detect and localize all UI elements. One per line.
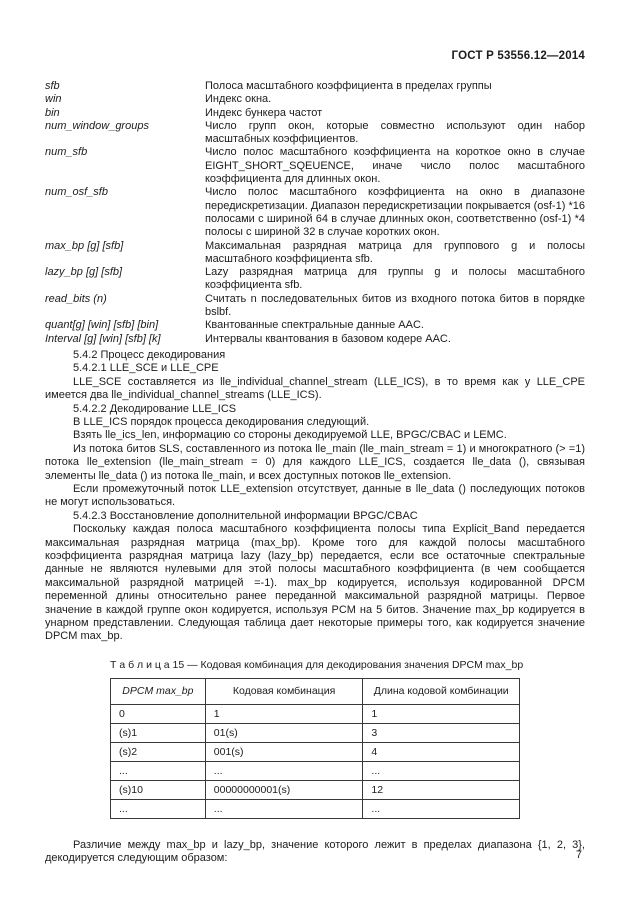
definition-term: Interval [g] [win] [sfb] [k] (45, 332, 161, 345)
definition-text: Индекс бункера частот (205, 106, 323, 119)
definition-row (45, 240, 585, 267)
definition-row (45, 333, 585, 346)
table-cell: 1 (205, 704, 363, 723)
table-row (111, 761, 520, 780)
paragraph: Поскольку каждая полоса масштабного коэффициента полосы типа Explicit_Band передается максимальная разрядная матрица (max_bp). Кроме того для каждой полосы масштабного коэффициента разрядная матрица lazy (lazy_bp) передается, если все остаточные спектральные данные не являются нулевыми для этой полосы масштабного коэффициента (в чем сообщается максимальной разрядной матрицей =-1). max_bp кодируется, используя кодированной DPCM переменной длины относительно ранее переданной максимальной разрядной матрицы. Первое значение в каждой группе окон кодируется, используя PCM на 5 битов. Значение max_bp кодируется в унарном представлении. Следующая таблица дает некоторые примеры того, как кодируется значение DPCM max_bp. (45, 523, 585, 643)
definition-row (45, 293, 585, 320)
definition-term: num_sfb (45, 146, 88, 159)
table-cell: 00000000001(s) (205, 780, 363, 799)
section-heading: 5.4.2 Процесс декодирования (73, 348, 226, 361)
table-cell: ... (363, 799, 520, 818)
table-cell: 01(s) (205, 723, 363, 742)
table-cell: ... (111, 799, 206, 818)
definition-term: sfb (45, 80, 60, 92)
table-header-row (111, 678, 520, 704)
table-row (111, 742, 520, 761)
table-cell: ... (111, 761, 206, 780)
definition-text: Интервалы квантования в базовом кодере AAC. (205, 332, 451, 345)
definition-text: Максимальная разрядная матрица для группового g и полосы масштабного коэффициента sfb. (205, 239, 585, 265)
table-cell: 12 (363, 780, 520, 799)
paragraph: Из потока битов SLS, составленного из потока lle_main (lle_main_stream = 1) и многократного (> =1) потока lle_extension (lle_main_stream = 0) для каждого LLE_ICS, создается lle_data (), связывая элементы lle_data () из потока lle_main, и всех доступных потоков lle_extension. (45, 442, 585, 482)
definition-text: Индекс окна. (205, 93, 272, 106)
definition-term: read_bits (n) (45, 292, 107, 305)
paragraph: LLE_SCE составляется из lle_individual_channel_stream (LLE_ICS), в то время как у LLE_CPE имеется два lle_individual_channel_streams (LLE_ICS). (45, 375, 585, 402)
definition-row (45, 80, 585, 93)
table-cell: 001(s) (205, 742, 363, 761)
table-cell: (s)1 (111, 723, 206, 742)
table-cell: ... (363, 761, 520, 780)
definition-text: Считать n последовательных битов из входного потока битов в порядке bslbf. (205, 292, 585, 319)
definition-row (45, 186, 585, 239)
definition-text: Полоса масштабного коэффициента в пределах группы (205, 80, 492, 92)
definition-text: Lazy разрядная матрица для группы g и полосы масштабного коэффициента sfb. (205, 266, 585, 292)
paragraph: Взять lle_ics_len, информацию со стороны декодируемой LLE, BPGC/CBAC и LEMC. (73, 429, 507, 442)
definition-row (45, 107, 585, 120)
definition-term: bin (45, 106, 60, 119)
paragraph: Если промежуточный поток LLE_extension отсутствует, данные в lle_data () последующих потоков не могут использоваться. (45, 483, 585, 509)
table-header-cell: DPCM max_bp (111, 678, 206, 704)
definition-row (45, 266, 585, 293)
closing-paragraph: Различие между max_bp и lazy_bp, значение которого лежит в пределах диапазона {1, 2, 3}, декодируется следующим образом: (45, 838, 585, 865)
section-heading: 5.4.2.2 Декодирование LLE_ICS (73, 402, 237, 415)
section-heading: 5.4.2.3 Восстановление дополнительной информации BPGC/CBAC (73, 509, 418, 522)
paragraph: В LLE_ICS порядок процесса декодирования следующий. (73, 415, 370, 428)
dpcm-code-table (110, 678, 520, 819)
table-cell: ... (205, 761, 363, 780)
table-row (111, 704, 520, 723)
table-caption: Т а б л и ц а 15 — Кодовая комбинация для декодирования значения DPCM max_bp (110, 658, 524, 671)
definition-text: Квантованные спектральные данные AAC. (205, 319, 424, 332)
definition-row (45, 93, 585, 106)
table-cell: (s)2 (111, 742, 206, 761)
table-cell: 4 (363, 742, 520, 761)
definition-list (45, 80, 585, 346)
table-cell: 3 (363, 723, 520, 742)
definition-term: quant[g] [win] [sfb] [bin] (45, 319, 159, 332)
table-cell: 1 (363, 704, 520, 723)
page-number: 7 (575, 849, 582, 861)
section-heading: 5.4.2.1 LLE_SCE и LLE_CPE (73, 362, 219, 375)
table-header-cell: Длина кодовой комбинации (363, 678, 520, 704)
table-row (111, 799, 520, 818)
table-row (111, 723, 520, 742)
doc-number: ГОСТ Р 53556.12—2014 (451, 50, 585, 62)
page-content (45, 80, 585, 866)
definition-row (45, 146, 585, 186)
definition-text: Число групп окон, которые совместно используют один набор масштабных коэффициентов. (205, 119, 585, 146)
definition-text: Число полос масштабного коэффициента на короткое окно в случае EIGHT_SHORT_SQEUENCE, иначе число полос масштабного коэффициента для длинных окон. (205, 146, 585, 186)
table-header-cell: Кодовая комбинация (205, 678, 363, 704)
definition-term: lazy_bp [g] [sfb] (45, 266, 123, 279)
definition-row (45, 319, 585, 332)
table-cell: ... (205, 799, 363, 818)
table-cell: 0 (111, 704, 206, 723)
definition-row (45, 120, 585, 147)
definition-text: Число полос масштабного коэффициента на окно в диапазоне передискретизации. Диапазон передискретизации покрывается (osf-1) *16 полосами с шириной 64 в случае длинных окон, соответственно (osf-1) *4 полосы с шириной 32 в случае коротких окон. (205, 186, 585, 239)
definition-term: win (45, 93, 62, 106)
definition-term: num_window_groups (45, 119, 149, 132)
definition-term: max_bp [g] [sfb] (45, 239, 124, 252)
table-cell: (s)10 (111, 780, 206, 799)
table-row (111, 780, 520, 799)
definition-term: num_osf_sfb (45, 186, 108, 199)
